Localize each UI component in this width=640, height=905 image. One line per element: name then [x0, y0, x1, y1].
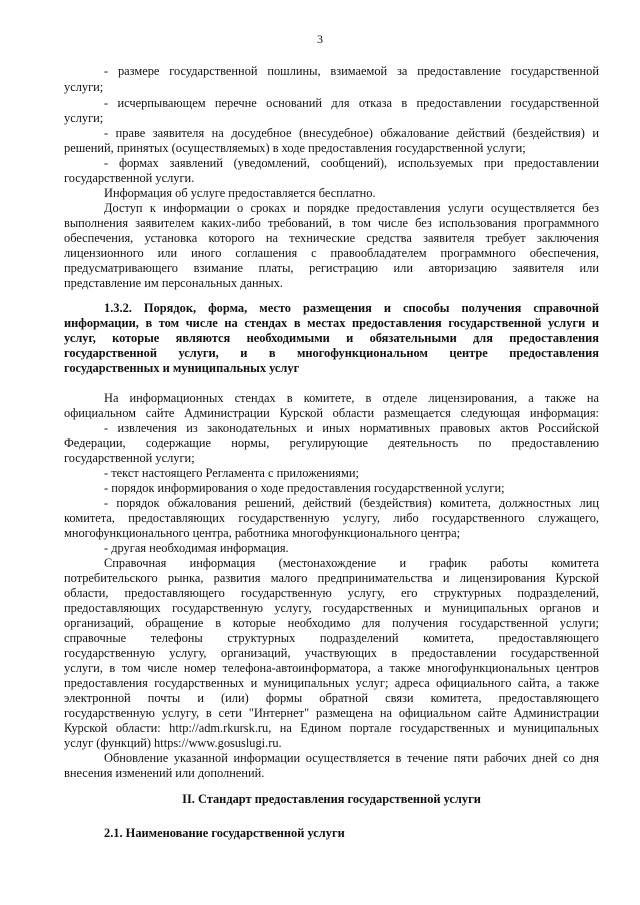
text-line: лицензионного или иного соглашения с правообладателем программного обеспечения,	[64, 246, 599, 260]
text-line: услуги;	[64, 80, 104, 94]
section-heading-line: 1.3.2. Порядок, форма, место размещения и способы получения справочной	[104, 301, 599, 315]
chapter-heading: II. Стандарт предоставления государственной услуги	[182, 792, 481, 806]
section-heading-line: услуг, которые являются необходимыми и обязательными для предоставления	[64, 331, 599, 345]
text-line: - праве заявителя на досудебное (внесудебное) обжалование действий (бездействия) и	[104, 126, 599, 140]
text-line: предоставления государственных и муниципальных услуг; адреса официального сайта, а также	[64, 676, 599, 690]
text-line: справочные телефоны структурных подразделений комитета, предоставляющего	[64, 631, 599, 645]
text-line: многофункционального центра, работника многофункционального центра;	[64, 526, 461, 540]
text-line: - извлечения из законодательных и иных нормативных правовых актов Российской	[104, 421, 599, 435]
text-line: Доступ к информации о сроках и порядке предоставления услуги осуществляется без	[104, 201, 599, 215]
text-line: официальном сайте Администрации Курской области размещается следующая информация:	[64, 406, 599, 420]
section-heading-line: государственной услуги, и в многофункциональном центре предоставления	[64, 346, 599, 360]
text-line: решений, принятых (осуществляемых) в ходе предоставления государственной услуги;	[64, 141, 526, 155]
text-line: предусматривающего взимание платы, регистрацию или авторизацию заявителя или	[64, 261, 599, 275]
text-line: организаций, обращение в которые необходимо для получения государственной услуги;	[64, 616, 599, 630]
text-line: На информационных стендах в комитете, в отделе лицензирования, а также на	[104, 391, 599, 405]
text-line: - текст настоящего Регламента с приложениями;	[104, 466, 359, 480]
text-line: - другая необходимая информация.	[104, 541, 289, 555]
text-line: Федерации, содержащие нормы, регулирующие деятельность по предоставлению	[64, 436, 599, 450]
text-line: - исчерпывающем перечне оснований для отказа в предоставлении государственной	[104, 96, 599, 110]
text-line: услуги, в том числе номер телефона-автоинформатора, а также многофункциональных центров	[64, 661, 599, 675]
text-line: внесения изменений или дополнений.	[64, 766, 265, 780]
text-line: Обновление указанной информации осуществляется в течение пяти рабочих дней со дня	[104, 751, 599, 765]
text-line: представление им персональных данных.	[64, 276, 283, 290]
text-line: государственной услуги;	[64, 451, 195, 465]
text-line: - порядок информирования о ходе предоставления государственной услуги;	[104, 481, 505, 495]
text-line: - формах заявлений (уведомлений, сообщений), используемых при предоставлении	[104, 156, 599, 170]
text-line: - размере государственной пошлины, взимаемой за предоставление государственной	[104, 64, 599, 78]
section-heading-line: информации, в том числе на стендах в местах предоставления государственной услуги и	[64, 316, 599, 330]
text-line: предоставляющих государственную услугу, государственных и муниципальных органов и	[64, 601, 599, 615]
text-line: Справочная информация (местонахождение и график работы комитета	[104, 556, 599, 570]
text-line: области, предоставляющего государственную услугу, его структурных подразделений,	[64, 586, 599, 600]
text-line: комитета, предоставляющих государственную услугу, либо государственного служащего,	[64, 511, 599, 525]
text-line: Курской области: http://adm.rkursk.ru, на Едином портале государственных и муниципальных	[64, 721, 599, 735]
text-line: государственную услугу, в сети "Интернет" размещена на официальном сайте Администрации	[64, 706, 599, 720]
text-line: потребительского рынка, развития малого предпринимательства и лицензирования Курской	[64, 571, 599, 585]
page-number: 3	[317, 32, 323, 46]
text-line: электронной почты и (или) формы обратной связи комитета, предоставляющего	[64, 691, 599, 705]
text-line: государственной услуги.	[64, 171, 195, 185]
text-line: обеспечения, установка которого на технические средства заявителя требует заключения	[64, 231, 599, 245]
text-line: услуг (функций) https://www.gosuslugi.ru.	[64, 736, 282, 750]
text-line: Информация об услуге предоставляется бесплатно.	[104, 186, 376, 200]
text-line: государственную услугу, организаций, участвующих в предоставлении государственной	[64, 646, 599, 660]
section-heading-line: государственных и муниципальных услуг	[64, 361, 300, 375]
subsection-heading: 2.1. Наименование государственной услуги	[104, 826, 345, 840]
text-line: услуги;	[64, 111, 104, 125]
text-line: выполнения заявителем каких-либо требований, в том числе без использования программного	[64, 216, 599, 230]
text-line: - порядок обжалования решений, действий (бездействия) комитета, должностных лиц	[104, 496, 599, 510]
